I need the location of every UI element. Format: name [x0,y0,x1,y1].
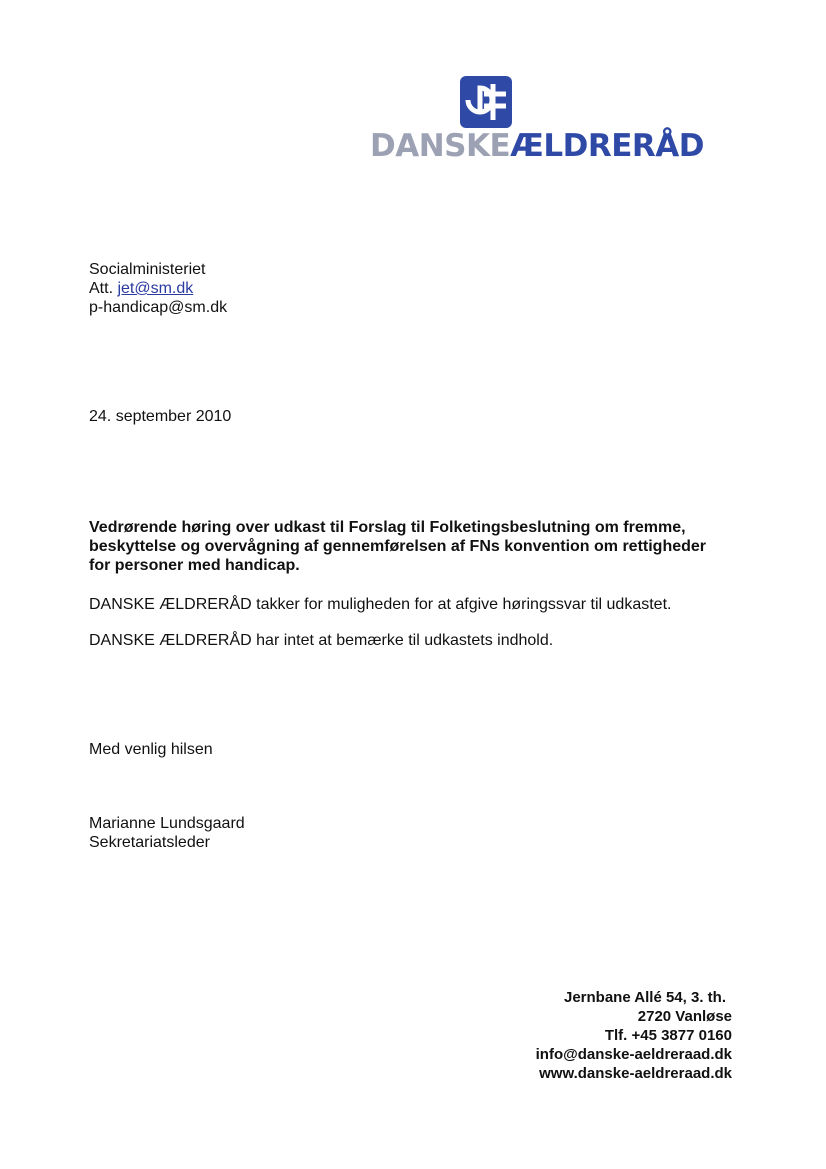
subject-line-3: for personer med handicap. [89,557,300,574]
signer-title: Sekretariatsleder [89,834,210,851]
subject-line-2: beskyttelse og overvågning af gennemførelsen af FNs konvention om rettigheder [89,538,707,555]
footer-phone: Tlf. +45 3877 0160 [604,1027,732,1044]
recipient-name: Socialministeriet [89,261,206,278]
footer-website: www.danske-aeldreraad.dk [539,1065,732,1082]
signer-name: Marianne Lundsgaard [89,815,245,832]
attention-prefix: Att. [89,280,118,297]
attention-email-link[interactable]: jet@sm.dk [117,280,194,297]
recipient-email: p-handicap@sm.dk [89,299,228,316]
recipient-block [89,260,227,317]
subject-line-1: Vedrørende høring over udkast til Forslag til Folketingsbeslutning om fremme, [89,519,686,536]
letter-date: 24. september 2010 [89,408,232,425]
body-paragraph-2: DANSKE ÆLDRERÅD har intet at bemærke til udkastets indhold. [89,632,554,649]
footer-contact-block [536,988,732,1083]
logo-wordmark [370,128,704,164]
organization-logo [370,74,722,166]
letter-subject [89,518,706,575]
logo-mark-icon [460,76,512,128]
footer-email: info@danske-aeldreraad.dk [535,1046,732,1063]
body-paragraph-1: DANSKE ÆLDRERÅD takker for muligheden for at afgive høringssvar til udkastet. [89,596,672,613]
footer-city: 2720 Vanløse [637,1008,732,1025]
recipient-attention [89,279,227,298]
closing-greeting: Med venlig hilsen [89,741,213,758]
footer-street: Jernbane Allé 54, 3. th. [563,989,726,1006]
logo-text-aeldreraad: ÆLDRERÅD [510,128,704,164]
logo-text-danske: DANSKE [370,128,511,164]
signature-block [89,814,245,852]
